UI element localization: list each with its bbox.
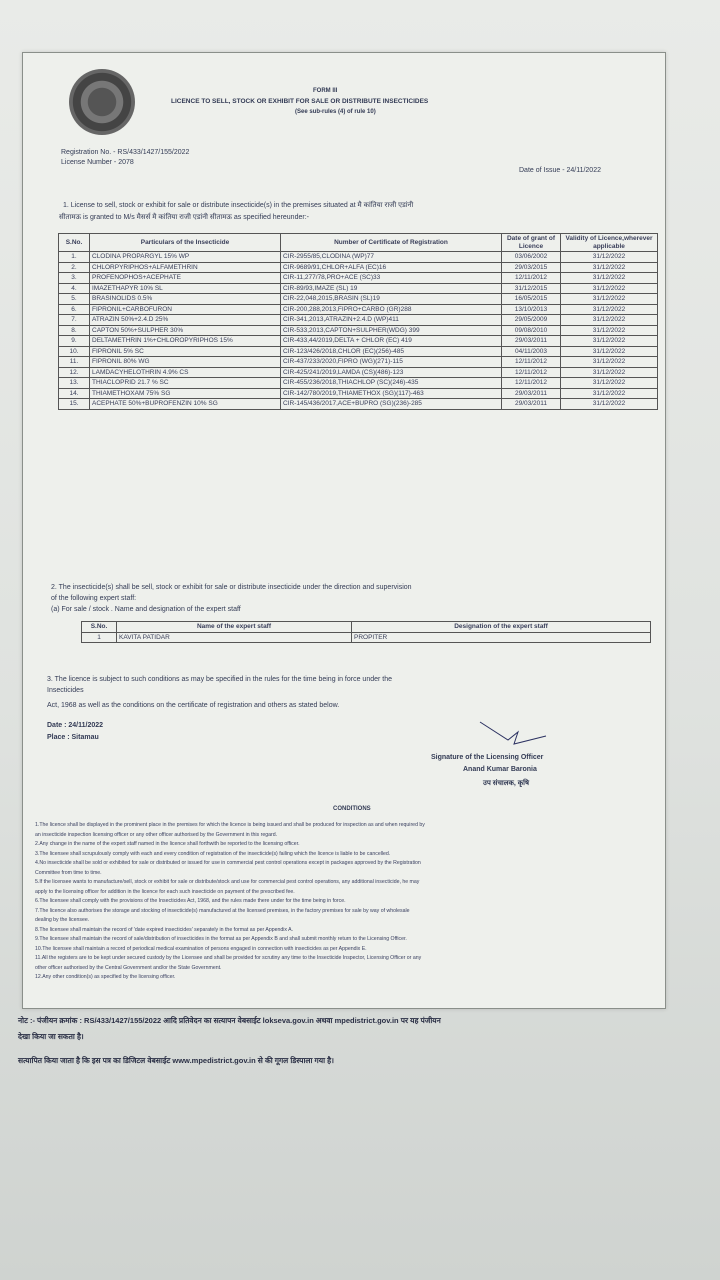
row-date-grant: 29/03/2011 xyxy=(502,388,561,399)
footer-note-line1: नोट :- पंजीयन क्रमांक : RS/433/1427/155/2022 आदि प्रतिवेदन का सत्यापन वेबसाईट lokseva.gov.in अथवा mpedistrict.gov.in पर यह पंजीयन xyxy=(18,1016,441,1025)
condition-item: 7.The licence also authorises the storage and stocking of insecticide(s) manufactured at the licensed premises, in the factory premises for sale by way of wholesale xyxy=(35,907,410,914)
row-sno: 5. xyxy=(59,294,90,305)
conditions-list xyxy=(35,821,657,983)
row-particulars: FIPRONIL 80% WG xyxy=(90,357,281,368)
row-date-grant: 04/11/2003 xyxy=(502,346,561,357)
table-row xyxy=(59,262,658,273)
government-seal-icon xyxy=(69,69,135,135)
condition-item: 12.Any other condition(s) as specified by the licensing officer. xyxy=(35,974,176,980)
table-row xyxy=(59,399,658,410)
col-date-grant: Date of grant of Licence xyxy=(502,234,561,252)
row-validity: 31/12/2022 xyxy=(561,294,658,305)
document-date: Date : 24/11/2022 xyxy=(47,722,104,729)
row-certificate: CIR-123/426/2018,CHLOR (EC)(256)-485 xyxy=(281,346,502,357)
row-sno: 9. xyxy=(59,336,90,347)
row-particulars: THIAMETHOXAM 75% SG xyxy=(90,388,281,399)
date-of-issue: Date of Issue - 24/11/2022 xyxy=(519,167,601,174)
expert-sno: 1 xyxy=(82,632,117,643)
col-sno: S.No. xyxy=(82,622,117,633)
row-particulars: CAPTON 50%+SULPHER 30% xyxy=(90,325,281,336)
row-sno: 2. xyxy=(59,262,90,273)
row-validity: 31/12/2022 xyxy=(561,378,658,389)
officer-name: Anand Kumar Baronia xyxy=(463,766,537,773)
row-sno: 10. xyxy=(59,346,90,357)
col-certificate: Number of Certificate of Registration xyxy=(281,234,502,252)
row-certificate: CIR-433,44/2019,DELTA + CHLOR (EC) 419 xyxy=(281,336,502,347)
row-particulars: BRASINOLIDS 0.5% xyxy=(90,294,281,305)
row-certificate: CIR-11,277/78,PRO+ACE (SC)33 xyxy=(281,273,502,284)
table-row xyxy=(82,632,651,643)
row-date-grant: 09/08/2010 xyxy=(502,325,561,336)
form-number: FORM III xyxy=(313,88,338,94)
officer-designation: उप संचालक, कृषि xyxy=(483,780,529,787)
row-validity: 31/12/2022 xyxy=(561,357,658,368)
row-sno: 4. xyxy=(59,283,90,294)
row-sno: 8. xyxy=(59,325,90,336)
expert-staff-table xyxy=(81,621,651,643)
row-date-grant: 29/05/2009 xyxy=(502,315,561,326)
row-validity: 31/12/2022 xyxy=(561,315,658,326)
row-sno: 14. xyxy=(59,388,90,399)
condition-item: 11.All the registers are to be kept under secured custody by the Licensee and shall be provided for scrutiny any time to the Insecticide Inspector, Licensing Officer or any xyxy=(35,955,422,961)
row-particulars: DELTAMETHRIN 1%+CHLOROPYRIPHOS 15% xyxy=(90,336,281,347)
row-particulars: CLODINA PROPARGYL 15% WP xyxy=(90,252,281,263)
row-particulars: LAMDACYHELOTHRIN 4.9% CS xyxy=(90,367,281,378)
row-particulars: PROFENOPHOS+ACEPHATE xyxy=(90,273,281,284)
row-validity: 31/12/2022 xyxy=(561,367,658,378)
licence-number: License Number - 2078 xyxy=(61,159,134,166)
row-certificate: CIR-455/236/2018,THIACHLOP (SC)(246)-435 xyxy=(281,378,502,389)
row-certificate: CIR-145/436/2017,ACE+BUPRO (SG)(236)-285 xyxy=(281,399,502,410)
row-sno: 11. xyxy=(59,357,90,368)
table-row xyxy=(59,388,658,399)
row-date-grant: 12/11/2012 xyxy=(502,357,561,368)
row-date-grant: 29/03/2011 xyxy=(502,336,561,347)
row-validity: 31/12/2022 xyxy=(561,252,658,263)
condition-item: 3.The licensee shall scrupulously comply with each and every condition of registration of the insecticide(s) failing which the licence is liable to be cancelled. xyxy=(35,850,391,857)
row-validity: 31/12/2022 xyxy=(561,399,658,410)
table-header-row xyxy=(82,622,651,633)
form-title: LICENCE TO SELL, STOCK OR EXHIBIT FOR SALE OR DISTRIBUTE INSECTICIDES xyxy=(171,98,429,105)
form-subtitle: (See sub-rules (4) of rule 10) xyxy=(295,109,376,115)
row-particulars: IMAZETHAPYR 10% SL xyxy=(90,283,281,294)
table-row xyxy=(59,367,658,378)
section1-line2: सीतामऊ is granted to M/s मैसर्स मै कांतिया राजी एडांनी सीतामऊ as specified hereunder:- xyxy=(59,214,309,221)
row-sno: 6. xyxy=(59,304,90,315)
row-sno: 3. xyxy=(59,273,90,284)
condition-item: apply to the licensing officer for addition in the licence for each such insecticide on payment of the prescribed fee. xyxy=(35,888,295,895)
col-validity: Validity of Licence,wherever applicable xyxy=(561,234,658,252)
condition-item: 2.Any change in the name of the expert staff named in the licence shall forthwith be reported to the licensing officer. xyxy=(35,841,300,847)
row-sno: 7. xyxy=(59,315,90,326)
expert-designation: PROPITER xyxy=(352,632,651,643)
condition-item: 5.If the licensee wants to manufacture/sell, stock or exhibit for sale or distribute/stock and use for commercial pest control operations, any additional insecticide, he may xyxy=(35,879,420,885)
row-certificate: CIR-142/780/2019,THIAMETHOX (SG)(117)-463 xyxy=(281,388,502,399)
row-date-grant: 29/03/2011 xyxy=(502,399,561,410)
row-validity: 31/12/2022 xyxy=(561,262,658,273)
table-row xyxy=(59,346,658,357)
row-certificate: CIR-533,2013,CAPTON+SULPHER(WDG) 399 xyxy=(281,325,502,336)
table-row xyxy=(59,283,658,294)
row-date-grant: 12/11/2012 xyxy=(502,367,561,378)
row-sno: 1. xyxy=(59,252,90,263)
row-certificate: CIR-437/233/2020,FIPRO (WG)(271)-115 xyxy=(281,357,502,368)
col-sno: S.No. xyxy=(59,234,90,252)
row-certificate: CIR-2955/85,CLODINA (WP)77 xyxy=(281,252,502,263)
signature-title: Signature of the Licensing Officer xyxy=(431,754,544,761)
row-validity: 31/12/2022 xyxy=(561,346,658,357)
table-row xyxy=(59,336,658,347)
section3-line1: 3. The licence is subject to such conditions as may be specified in the rules for the time being in force under the xyxy=(47,676,393,683)
row-validity: 31/12/2022 xyxy=(561,388,658,399)
section2-line3: (a) For sale / stock . Name and designation of the expert staff xyxy=(51,606,241,613)
section1-line1: 1. License to sell, stock or exhibit for sale or distribute insecticide(s) in the premises situated at मै कांतिया राजी एडांनी xyxy=(63,202,414,209)
condition-item: Committee from time to time. xyxy=(35,869,102,876)
row-particulars: CHLORPYRIPHOS+ALFAMETHRIN xyxy=(90,262,281,273)
row-date-grant: 16/05/2015 xyxy=(502,294,561,305)
row-date-grant: 12/11/2012 xyxy=(502,273,561,284)
footer-note-line3: सत्यापित किया जाता है कि इस पत्र का डिजिटल वेबसाईट www.mpedistrict.gov.in से की गूगल डिस्पाला गया है। xyxy=(18,1056,334,1065)
section3-line2: Insecticides xyxy=(47,687,84,694)
row-date-grant: 13/10/2013 xyxy=(502,304,561,315)
document-place: Place : Sitamau xyxy=(47,734,99,741)
row-particulars: ACEPHATE 50%+BUPROFENZIN 10% SG xyxy=(90,399,281,410)
row-particulars: THIACLOPRID 21.7 % SC xyxy=(90,378,281,389)
row-certificate: CIR-425/241/2019,LAMDA (CS)(486)-123 xyxy=(281,367,502,378)
expert-name: KAVITA PATIDAR xyxy=(117,632,352,643)
row-certificate: CIR-22,048,2015,BRASIN (SL)19 xyxy=(281,294,502,305)
row-sno: 12. xyxy=(59,367,90,378)
row-validity: 31/12/2022 xyxy=(561,325,658,336)
table-row xyxy=(59,273,658,284)
condition-item: 9.The licensee shall maintain the record of sale/distribution of insecticides in the format as per Appendix B and shall submit monthly return to the Licensing Officer. xyxy=(35,936,407,942)
section3-line3: Act, 1968 as well as the conditions on the certificate of registration and others as stated below. xyxy=(47,702,340,709)
row-sno: 13. xyxy=(59,378,90,389)
row-date-grant: 29/03/2015 xyxy=(502,262,561,273)
row-sno: 15. xyxy=(59,399,90,410)
condition-item: other officer authorised by the Central Government and/or the State Government. xyxy=(35,964,222,971)
col-particulars: Particulars of the Insecticide xyxy=(90,234,281,252)
condition-item: 4.No insecticide shall be sold or exhibited for sale or distributed or issued for use in commercial pest control operations except in packages approved by the Registration xyxy=(35,860,421,866)
row-certificate: CIR-89/93,IMAZE (SL) 19 xyxy=(281,283,502,294)
row-date-grant: 12/11/2012 xyxy=(502,378,561,389)
row-validity: 31/12/2022 xyxy=(561,336,658,347)
condition-item: 8.The licensee shall maintain the record of 'date expired insecticides' separately in the format as per Appendix A. xyxy=(35,926,294,933)
table-row xyxy=(59,315,658,326)
registration-number: Registration No. - RS/433/1427/155/2022 xyxy=(61,149,190,156)
row-certificate: CIR-341,2013,ATRAZIN+2.4.D (WP)411 xyxy=(281,315,502,326)
table-row xyxy=(59,294,658,305)
table-row xyxy=(59,378,658,389)
table-row xyxy=(59,304,658,315)
table-row xyxy=(59,325,658,336)
col-expert-designation: Designation of the expert staff xyxy=(352,622,651,633)
table-header-row xyxy=(59,234,658,252)
row-particulars: ATRAZIN 50%+2.4.D 25% xyxy=(90,315,281,326)
condition-item: 1.The licence shall be displayed in the prominent place in the premises for which the licence is being issued and shall be produced for inspection as and when required by xyxy=(35,822,425,828)
table-row xyxy=(59,357,658,368)
footer-note-line2: देखा किया जा सकता है। xyxy=(18,1032,84,1041)
row-validity: 31/12/2022 xyxy=(561,283,658,294)
insecticide-table xyxy=(58,233,658,410)
row-particulars: FIPRONIL+CARBOFURON xyxy=(90,304,281,315)
condition-item: dealing by the licensee. xyxy=(35,917,90,923)
conditions-heading: CONDITIONS xyxy=(333,806,371,812)
officer-signature-icon xyxy=(478,718,548,748)
section2-line2: of the following expert staff: xyxy=(51,595,137,602)
row-validity: 31/12/2022 xyxy=(561,304,658,315)
row-date-grant: 31/12/2015 xyxy=(502,283,561,294)
row-certificate: CIR-9689/91,CHLOR+ALFA (EC)16 xyxy=(281,262,502,273)
condition-item: 10.The licensee shall maintain a record of periodical medical examination of persons engaged in connection with insecticides as per Appendix E. xyxy=(35,945,367,952)
condition-item: 6.The licensee shall comply with the provisions of the Insecticides Act, 1968, and the rules made there under for the time being in force. xyxy=(35,898,346,904)
condition-item: an insecticide inspection licensing officer or any other officer authorised by the Government in this regard. xyxy=(35,831,278,838)
licence-document xyxy=(22,52,666,1009)
row-particulars: FIPRONIL 5% SC xyxy=(90,346,281,357)
table-row xyxy=(59,252,658,263)
section2-line1: 2. The insecticide(s) shall be sell, stock or exhibit for sale or distribute insecticide under the direction and supervision xyxy=(51,584,412,591)
row-validity: 31/12/2022 xyxy=(561,273,658,284)
col-expert-name: Name of the expert staff xyxy=(117,622,352,633)
row-date-grant: 03/06/2002 xyxy=(502,252,561,263)
row-certificate: CIR-200,288,2013,FIPRO+CARBO (GR)288 xyxy=(281,304,502,315)
